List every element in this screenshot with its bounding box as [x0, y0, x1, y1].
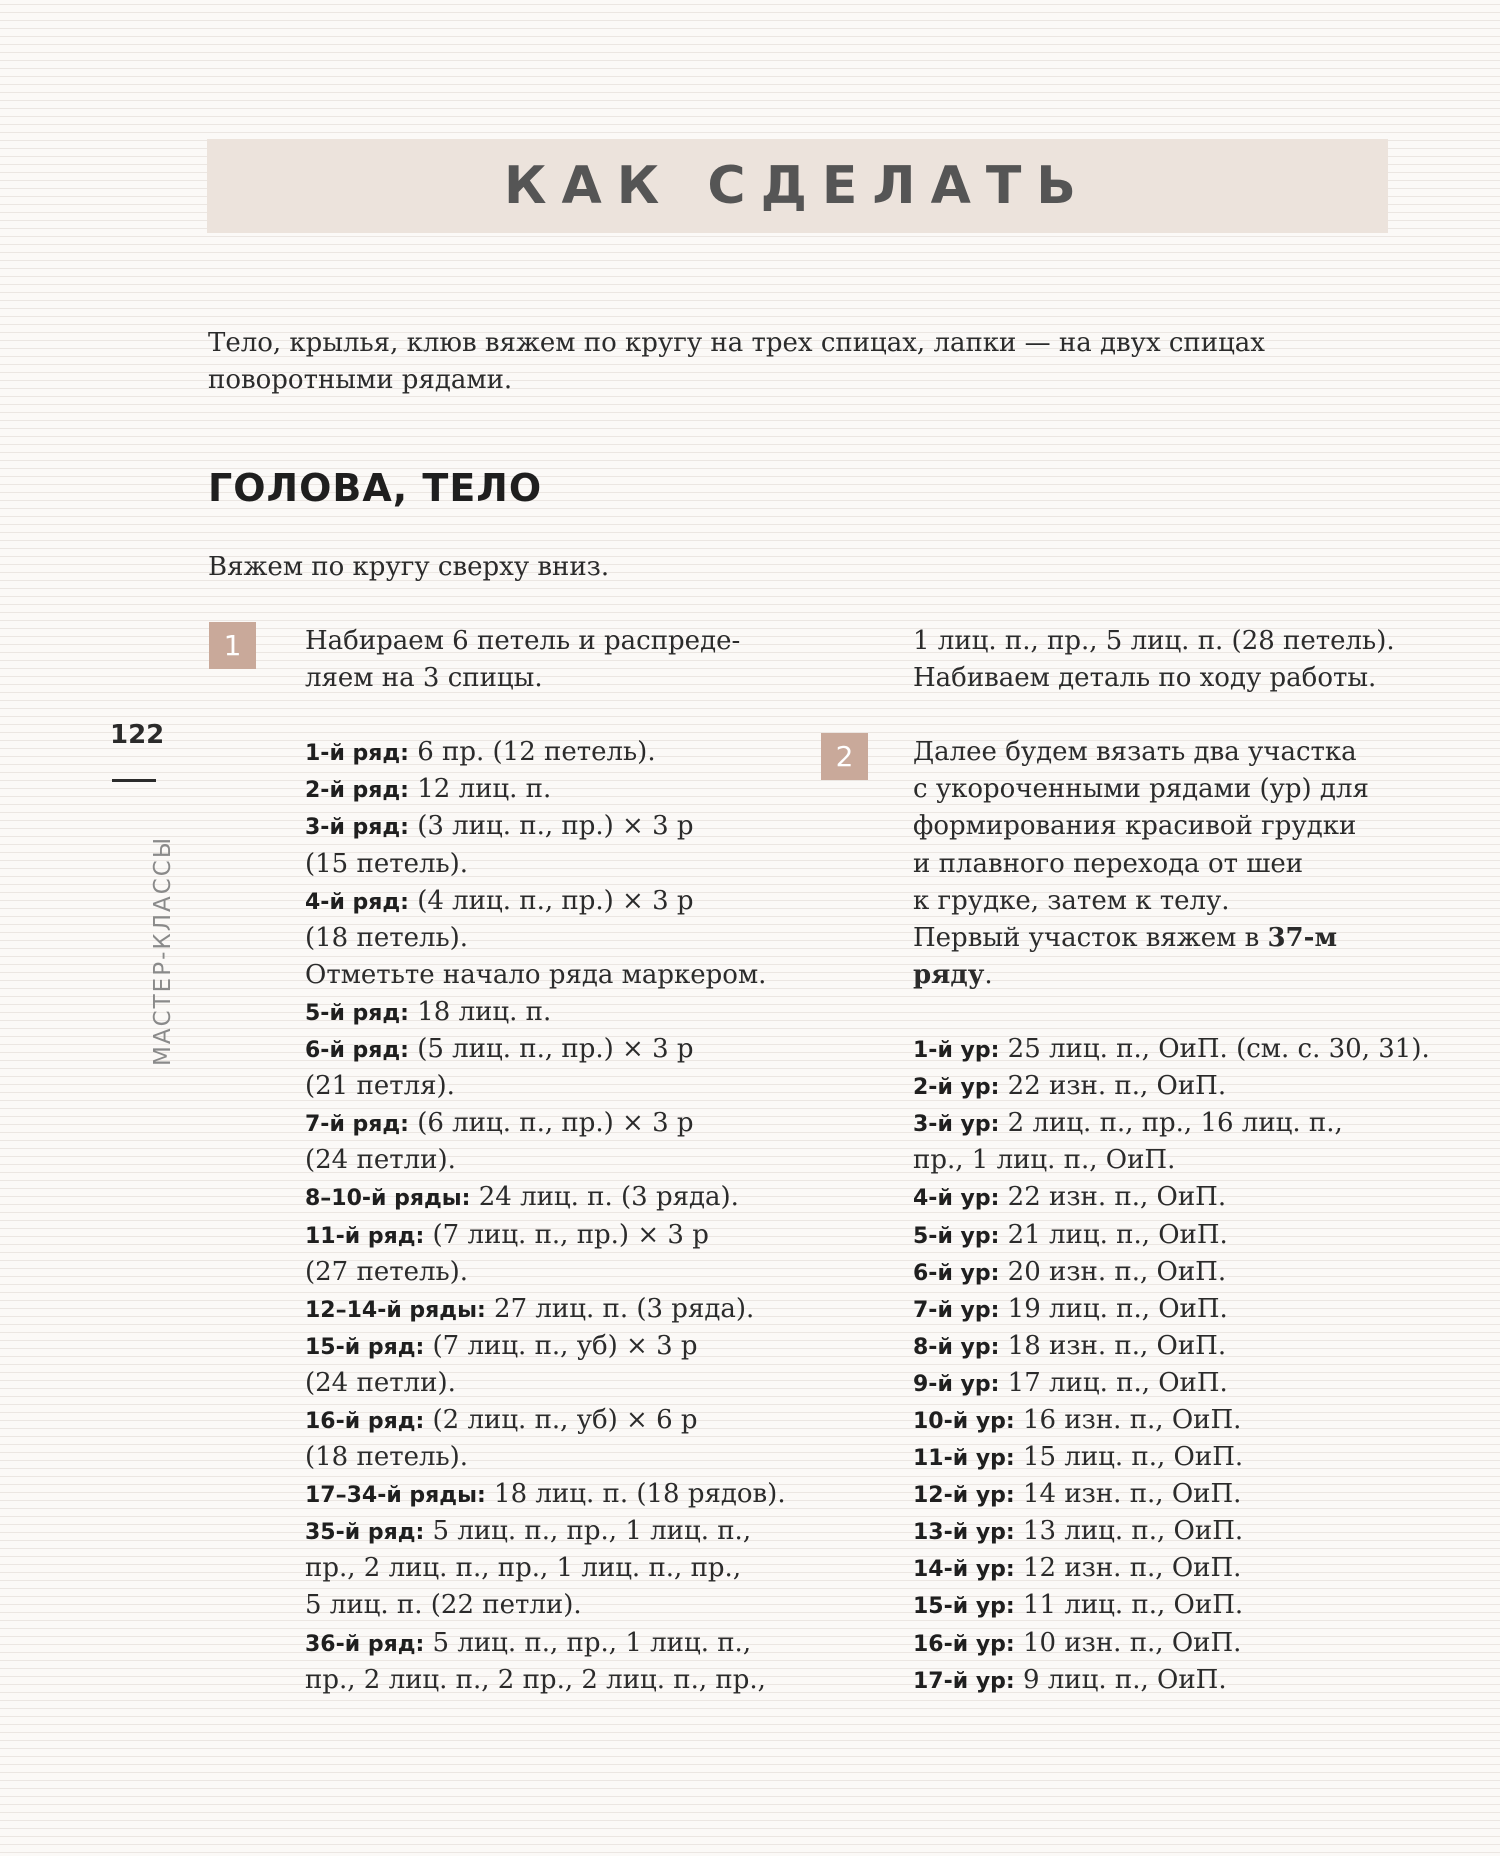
instruction-row: [913, 1365, 1430, 1402]
row-label: 4-й ряд:: [305, 889, 409, 915]
row-text: 12 изн. п., ОиП.: [1014, 1553, 1242, 1584]
instruction-row: [305, 1402, 786, 1439]
instruction-row: [305, 1291, 786, 1328]
row-text: 5 лиц. п., пр., 1 лиц. п.,: [424, 1516, 752, 1547]
row-label: 35-й ряд:: [305, 1520, 425, 1546]
row-text: 15 лиц. п., ОиП.: [1014, 1442, 1244, 1473]
row-text: 5 лиц. п., пр., 1 лиц. п.,: [424, 1627, 752, 1658]
instruction-row: [305, 1031, 786, 1068]
row-text: 12 лиц. п.: [408, 774, 552, 805]
instruction-row: [913, 1179, 1430, 1216]
left-row-list: [305, 734, 786, 1698]
instruction-row: [913, 1513, 1430, 1550]
row-text: 24 лиц. п. (3 ряда).: [470, 1182, 739, 1213]
instruction-row: [305, 1513, 786, 1550]
step2-line: с укороченными рядами (ур) для: [913, 774, 1369, 805]
instruction-row: [305, 846, 786, 883]
row-label: 3-й ур:: [913, 1112, 1000, 1138]
step2-line: и плавного перехода от шеи: [913, 848, 1304, 879]
row-label: 13-й ур:: [913, 1520, 1015, 1546]
row-label: 36-й ряд:: [305, 1631, 425, 1657]
instruction-row: [305, 1105, 786, 1142]
step2-line: [913, 920, 1430, 957]
instruction-row: [305, 1179, 786, 1216]
instruction-row: [305, 1625, 786, 1662]
instruction-row: [305, 1068, 786, 1105]
step2-line: Далее будем вязать два участка: [913, 737, 1357, 768]
row-text: (18 петель).: [305, 922, 469, 953]
row-label: 15-й ур:: [913, 1594, 1015, 1620]
row-text: (7 лиц. п., уб) × 3 р: [424, 1330, 698, 1361]
instruction-row: [305, 1254, 786, 1291]
row-label: 8-й ур:: [913, 1334, 1000, 1360]
row-label: 4-й ур:: [913, 1186, 1000, 1212]
row-label: 8–10-й ряды:: [305, 1186, 471, 1212]
instruction-row: [305, 771, 786, 808]
instruction-row: [305, 1550, 786, 1587]
intro-paragraph: Тело, крылья, клюв вяжем по кругу на трех спицах, лапки — на двух спицах поворотными рядами.: [208, 328, 1265, 395]
row-text: пр., 2 лиц. п., 2 пр., 2 лиц. п., пр.,: [305, 1664, 766, 1695]
row-label: 17-й ур:: [913, 1668, 1015, 1694]
instruction-row: [913, 1662, 1430, 1699]
row-text: (21 петля).: [305, 1071, 455, 1102]
row-text: 14 изн. п., ОиП.: [1014, 1479, 1242, 1510]
instruction-row: [305, 808, 786, 845]
instruction-row: [305, 1476, 786, 1513]
instruction-row: [913, 1217, 1430, 1254]
instruction-row: [305, 1328, 786, 1365]
row-label: 11-й ур:: [913, 1446, 1015, 1472]
instruction-row: [305, 1587, 786, 1624]
row-text: 11 лиц. п., ОиП.: [1014, 1590, 1244, 1621]
row-label: 5-й ряд:: [305, 1000, 409, 1026]
instruction-row: [913, 1254, 1430, 1291]
row-label: 7-й ряд:: [305, 1112, 409, 1138]
row-text: (4 лиц. п., пр.) × 3 р: [408, 885, 694, 916]
instruction-row: [305, 994, 786, 1031]
row-text: 18 изн. п., ОиП.: [999, 1330, 1227, 1361]
step2-line: формирования красивой грудки: [913, 811, 1357, 842]
instruction-row: [913, 1105, 1430, 1142]
spacer: [913, 697, 1430, 734]
instruction-row: [913, 1068, 1430, 1105]
row-label: 1-й ур:: [913, 1038, 1000, 1064]
page-number-rule: [112, 779, 156, 782]
row-text: пр., 2 лиц. п., пр., 1 лиц. п., пр.,: [305, 1553, 742, 1584]
instruction-row: [913, 1625, 1430, 1662]
row-text: 6 пр. (12 петель).: [408, 737, 656, 768]
instruction-row: [305, 920, 786, 957]
instruction-row: [305, 1365, 786, 1402]
instruction-row: [305, 734, 786, 771]
row-text: (5 лиц. п., пр.) × 3 р: [408, 1034, 694, 1065]
row-text: (18 петель).: [305, 1442, 469, 1473]
instruction-row: [913, 1476, 1430, 1513]
row-label: 12-й ур:: [913, 1483, 1015, 1509]
step2-line: [913, 957, 1430, 994]
running-head: МАСТЕР-КЛАССЫ: [150, 835, 176, 1066]
instruction-row: [913, 1291, 1430, 1328]
row-label: 14-й ур:: [913, 1557, 1015, 1583]
row-text: 22 изн. п., ОиП.: [999, 1071, 1227, 1102]
spacer: [913, 994, 1430, 1031]
step2-last-bold: ряду: [913, 959, 985, 990]
row-label: 17–34-й ряды:: [305, 1483, 486, 1509]
instruction-row: [305, 883, 786, 920]
step2-last-bold: 37-м: [1267, 922, 1338, 953]
page-number: 122: [110, 720, 165, 750]
instruction-row: [913, 1142, 1430, 1179]
row-text: (2 лиц. п., уб) × 6 р: [424, 1404, 698, 1435]
row-label: 9-й ур:: [913, 1371, 1000, 1397]
instruction-row: [305, 957, 786, 994]
row-label: 7-й ур:: [913, 1297, 1000, 1323]
instruction-row: [305, 1142, 786, 1179]
row-text: (24 петли).: [305, 1367, 456, 1398]
row-text: 2 лиц. п., пр., 16 лиц. п.,: [999, 1108, 1343, 1139]
row-text: 16 изн. п., ОиП.: [1014, 1404, 1242, 1435]
row-text: 10 изн. п., ОиП.: [1014, 1627, 1242, 1658]
row-text: 27 лиц. п. (3 ряда).: [485, 1293, 755, 1324]
section-heading: ГОЛОВА, ТЕЛО: [208, 466, 543, 510]
step-badge-1: 1: [209, 622, 256, 669]
row-label: 16-й ур:: [913, 1631, 1015, 1657]
row-text: (27 петель).: [305, 1256, 469, 1287]
row-label: 6-й ур:: [913, 1260, 1000, 1286]
row-label: 15-й ряд:: [305, 1334, 425, 1360]
row-text: (6 лиц. п., пр.) × 3 р: [408, 1108, 694, 1139]
instruction-row: [913, 1328, 1430, 1365]
row-text: (7 лиц. п., пр.) × 3 р: [424, 1219, 709, 1250]
row-text: 17 лиц. п., ОиП.: [999, 1367, 1228, 1398]
continuation-line: 1 лиц. п., пр., 5 лиц. п. (28 петель).: [913, 626, 1395, 656]
row-label: 2-й ряд:: [305, 778, 409, 804]
instruction-row: [305, 1439, 786, 1476]
row-text: 21 лиц. п., ОиП.: [999, 1219, 1228, 1250]
row-label: 11-й ряд:: [305, 1223, 425, 1249]
section-subtitle: Вяжем по кругу сверху вниз.: [208, 552, 610, 582]
row-text: 25 лиц. п., ОиП. (см. с. 30, 31).: [999, 1034, 1430, 1065]
instruction-row: [913, 1439, 1430, 1476]
row-text: (15 петель).: [305, 848, 469, 879]
row-label: 5-й ур:: [913, 1223, 1000, 1249]
row-text: 18 лиц. п.: [408, 996, 552, 1027]
row-text: 22 изн. п., ОиП.: [999, 1182, 1227, 1213]
right-row-list: [913, 1031, 1430, 1699]
row-text: 5 лиц. п. (22 петли).: [305, 1590, 582, 1621]
instruction-row: [305, 1662, 786, 1699]
title-band: [207, 139, 1388, 233]
step2-last-prefix: Первый участок вяжем в: [913, 922, 1268, 953]
row-label: 10-й ур:: [913, 1408, 1015, 1434]
row-text: пр., 1 лиц. п., ОиП.: [913, 1145, 1176, 1176]
spacer: [305, 697, 786, 734]
right-column: [913, 623, 1430, 1699]
row-text: 20 изн. п., ОиП.: [999, 1256, 1227, 1287]
page-title: КАК СДЕЛАТЬ: [504, 156, 1091, 216]
row-text: 13 лиц. п., ОиП.: [1014, 1516, 1244, 1547]
row-label: 6-й ряд:: [305, 1038, 409, 1064]
step2-line: к грудке, затем к телу.: [913, 885, 1230, 916]
row-label: 2-й ур:: [913, 1075, 1000, 1101]
continuation-line: Набиваем деталь по ходу работы.: [913, 663, 1377, 694]
step1-intro-line: ляем на 3 спицы.: [305, 663, 543, 694]
row-text: 18 лиц. п. (18 рядов).: [485, 1479, 786, 1510]
row-label: 16-й ряд:: [305, 1408, 425, 1434]
row-text: Отметьте начало ряда маркером.: [305, 959, 767, 990]
instruction-row: [913, 1402, 1430, 1439]
step1-intro: [305, 623, 786, 697]
step2-last-suffix: .: [984, 959, 993, 990]
row-text: 9 лиц. п., ОиП.: [1014, 1664, 1227, 1695]
row-label: 1-й ряд:: [305, 741, 409, 767]
row-text: 19 лиц. п., ОиП.: [999, 1293, 1228, 1324]
step1-intro-line: Набираем 6 петель и распреде-: [305, 626, 741, 656]
row-text: (3 лиц. п., пр.) × 3 р: [408, 811, 694, 842]
left-column: [305, 623, 786, 1699]
instruction-row: [913, 1587, 1430, 1624]
row-label: 3-й ряд:: [305, 815, 409, 841]
row-label: 12–14-й ряды:: [305, 1297, 486, 1323]
step-badge-2: 2: [821, 733, 868, 780]
instruction-row: [913, 1031, 1430, 1068]
instruction-row: [305, 1217, 786, 1254]
instruction-row: [913, 1550, 1430, 1587]
row-text: (24 петли).: [305, 1145, 456, 1176]
